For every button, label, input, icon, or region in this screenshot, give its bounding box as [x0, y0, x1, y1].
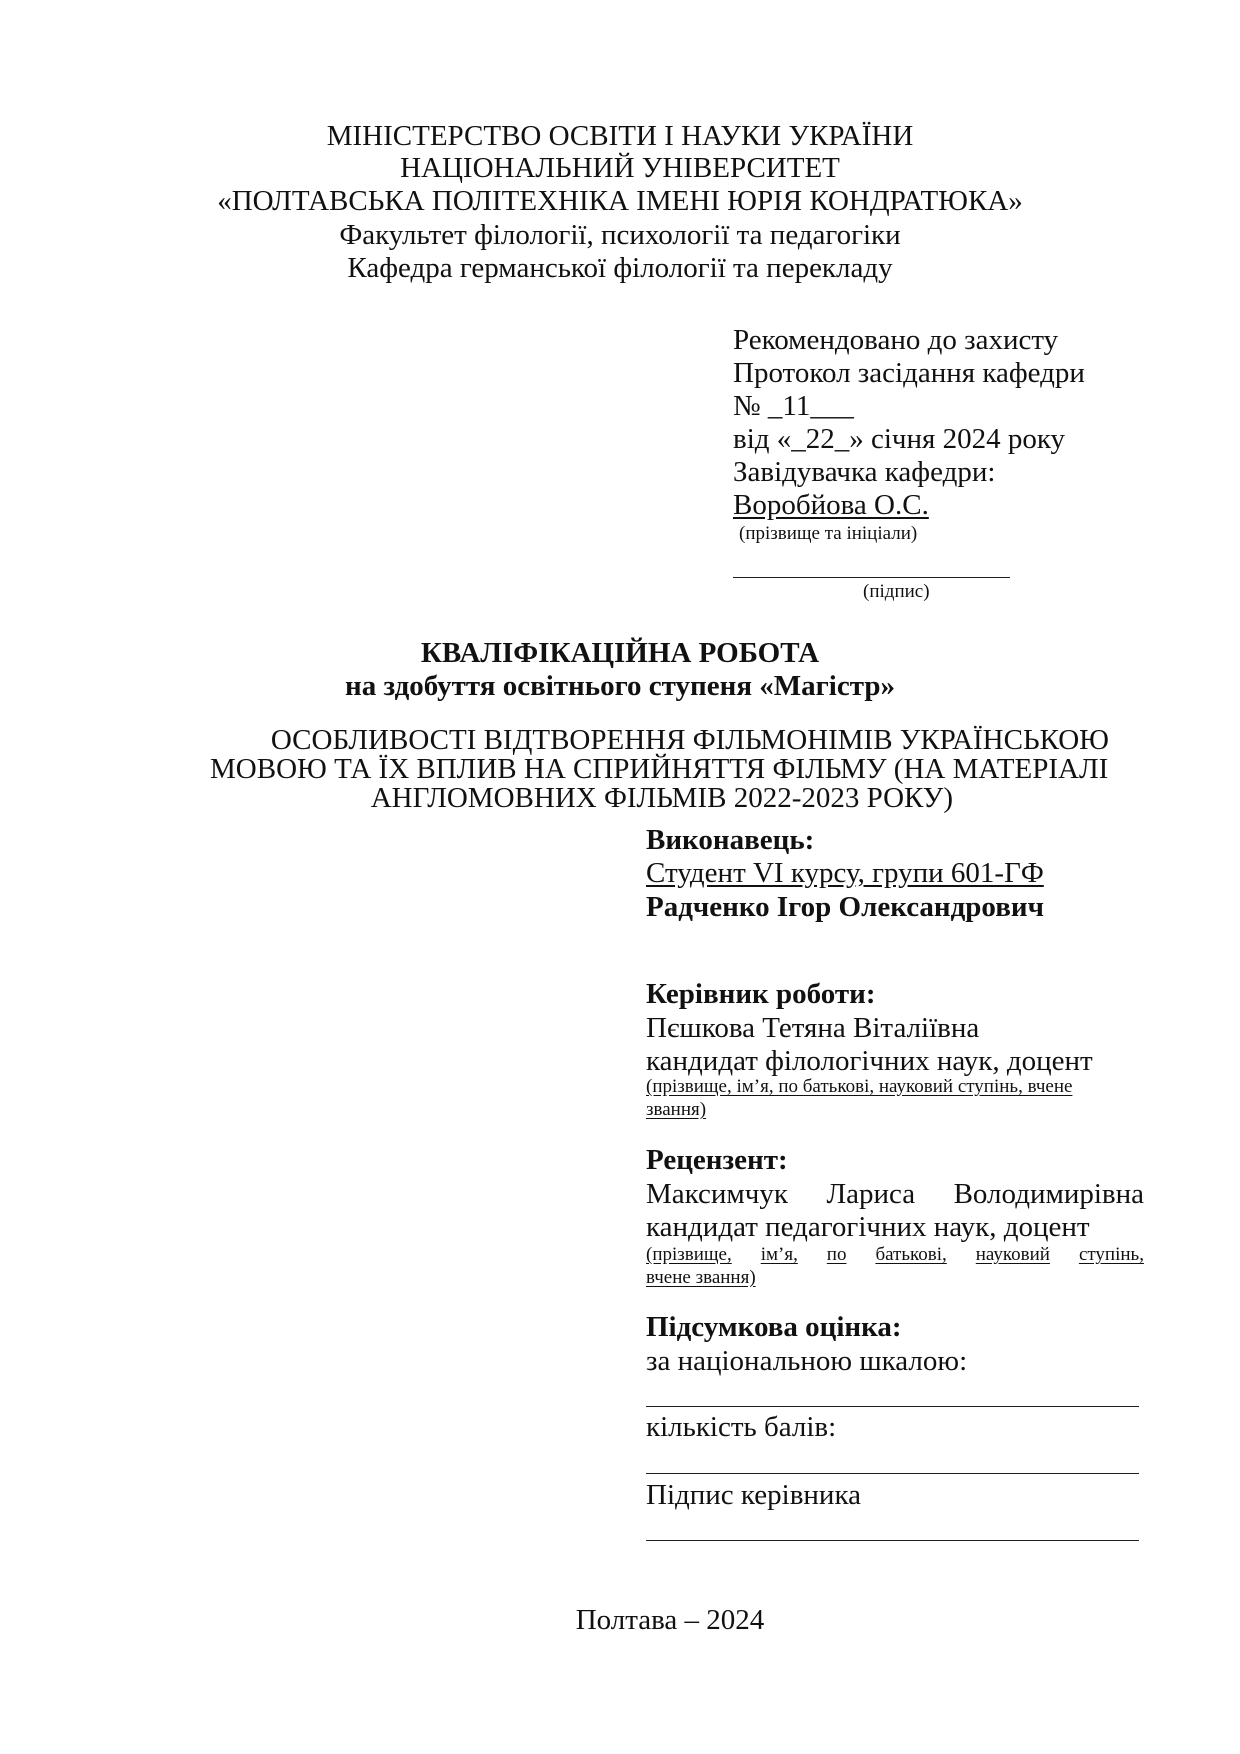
grade-label: Підсумкова оцінка:: [646, 1311, 902, 1343]
points-line: [646, 1473, 1139, 1474]
performer-label: Виконавець:: [646, 824, 815, 856]
signature-caption: (підпис): [863, 581, 930, 602]
performer-group: Студент VI курсу, групи 601-ГФ: [646, 857, 1044, 889]
protocol-number: № _11___: [733, 390, 854, 422]
city-year: Полтава – 2024: [575, 1604, 765, 1636]
reviewer-surname: Максимчук: [646, 1178, 788, 1210]
reviewer-label: Рецензент:: [646, 1144, 788, 1176]
reviewer-degree: кандидат педагогічних наук, доцент: [646, 1211, 1090, 1243]
reviewer-name: [646, 1180, 1144, 1209]
national-scale-line: [646, 1406, 1139, 1407]
reviewer-caption-word: по: [826, 1244, 847, 1265]
department-name: Кафедра германської філології та перекладу: [347, 252, 893, 284]
work-type: КВАЛІФІКАЦІЙНА РОБОТА: [420, 637, 820, 669]
name-caption: (прізвище та ініціали): [739, 523, 918, 544]
work-degree: на здобуття освітнього ступеня «Магістр»: [345, 670, 895, 702]
recommended-text: Рекомендовано до захисту: [733, 324, 1059, 356]
head-name: Воробйова О.С.: [733, 489, 929, 521]
work-title-line-1: ОСОБЛИВОСТІ ВІДТВОРЕННЯ ФІЛЬМОНІМІВ УКРАЇНСЬКОЮ: [270, 724, 1109, 756]
reviewer-caption-word: ступінь,: [1078, 1244, 1144, 1265]
supervisor-caption-line-1: (прізвище, ім’я, по батькові, науковий ступінь, вчене: [646, 1076, 1073, 1097]
head-label: Завідувачка кафедри:: [733, 456, 996, 488]
work-title: [210, 726, 1110, 813]
performer-name: Радченко Ігор Олександрович: [646, 891, 1044, 923]
protocol-text: Протокол засідання кафедри: [733, 357, 1085, 389]
reviewer-caption-line-1: [646, 1245, 1144, 1264]
supervisor-caption-line-2: звання): [646, 1099, 707, 1120]
supervisor-signature-label: Підпис керівника: [646, 1479, 861, 1511]
reviewer-caption-word: науковий: [975, 1244, 1050, 1265]
reviewer-caption-word: (прізвище,: [646, 1244, 732, 1265]
national-scale-label: за національною шкалою:: [646, 1345, 968, 1377]
points-label: кількість балів:: [646, 1411, 837, 1443]
university-full-name: «ПОЛТАВСЬКА ПОЛІТЕХНІКА ІМЕНІ ЮРІЯ КОНДРАТЮКА»: [217, 185, 1023, 217]
reviewer-caption-line-2: вчене звання): [646, 1267, 756, 1288]
supervisor-signature-line: [646, 1540, 1139, 1541]
protocol-date: від «_22_» січня 2024 року: [733, 423, 1066, 455]
supervisor-name: Пєшкова Тетяна Віталіївна: [646, 1012, 980, 1044]
reviewer-first-name: Лариса: [826, 1178, 916, 1210]
ministry-name: МІНІСТЕРСТВО ОСВІТИ І НАУКИ УКРАЇНИ: [326, 120, 914, 152]
work-title-line-2: МОВОЮ ТА ЇХ ВПЛИВ НА СПРИЙНЯТТЯ ФІЛЬМУ (НА МАТЕРІАЛІ: [210, 753, 1109, 785]
supervisor-label: Керівник роботи:: [646, 978, 876, 1010]
reviewer-patronymic: Володимирівна: [953, 1178, 1144, 1210]
supervisor-degree: кандидат філологічних наук, доцент: [646, 1045, 1093, 1077]
reviewer-caption-word: ім’я,: [760, 1244, 798, 1265]
signature-line: [733, 577, 1010, 578]
work-title-line-3: АНГЛОМОВНИХ ФІЛЬМІВ 2022-2023 РОКУ): [370, 782, 953, 814]
faculty-name: Факультет філології, психології та педагогіки: [339, 219, 901, 251]
reviewer-caption-word: батькові,: [875, 1244, 947, 1265]
university-name: НАЦІОНАЛЬНИЙ УНІВЕРСИТЕТ: [400, 152, 840, 184]
